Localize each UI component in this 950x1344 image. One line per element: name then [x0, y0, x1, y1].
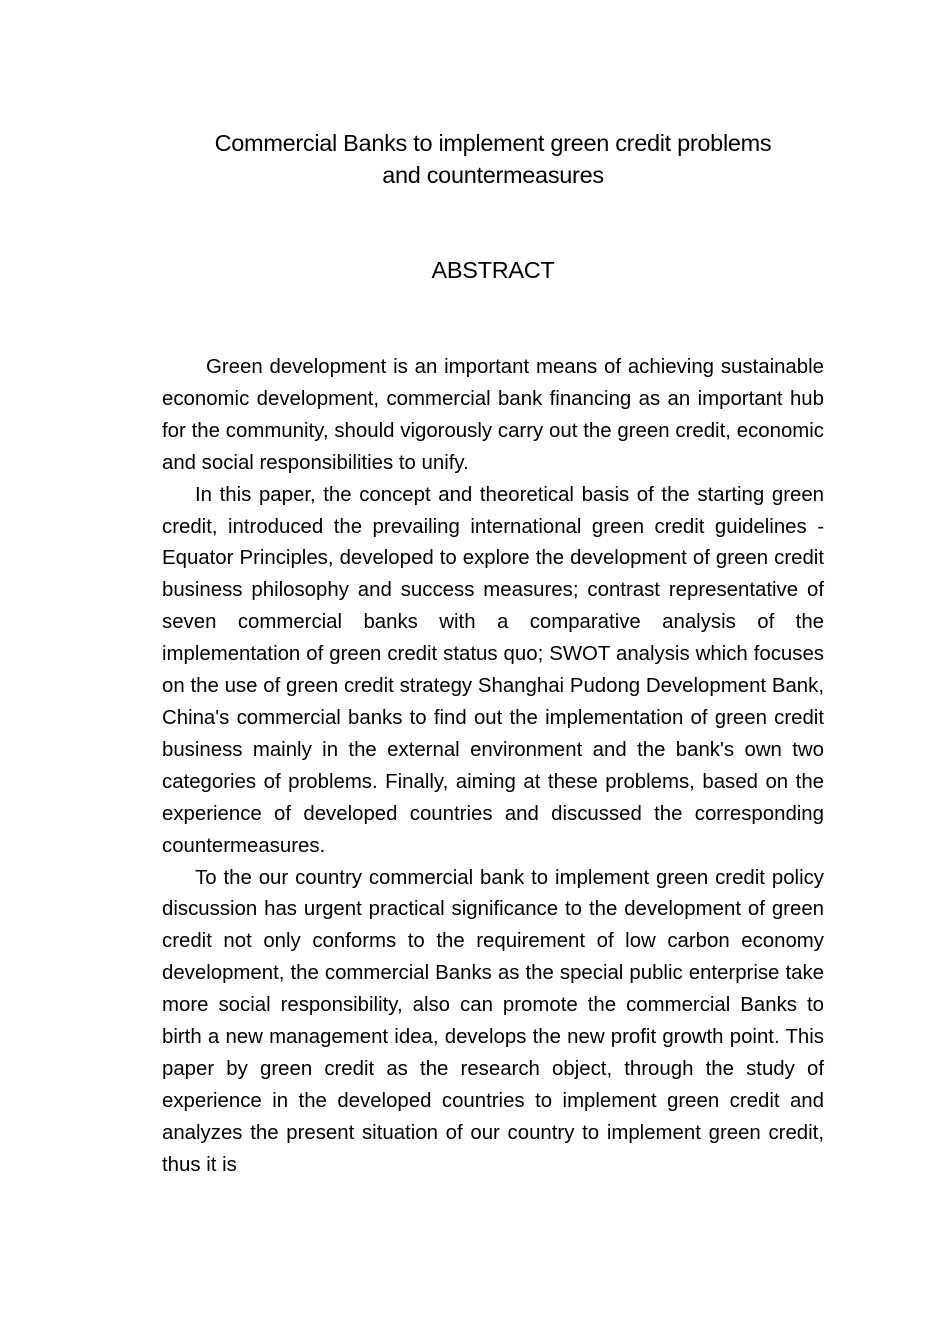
abstract-body: [162, 352, 824, 1182]
title-line-2: and countermeasures: [382, 162, 604, 188]
document-title: [100, 127, 886, 191]
title-line-1: Commercial Banks to implement green credit problems: [214, 130, 772, 156]
abstract-paragraph-1: Green development is an important means of achieving sustainable economic development, commercial bank financing as an important hub for the community, should vigorously carry out the green credit, economic and social responsibilities to unify.: [162, 356, 824, 474]
abstract-heading: ABSTRACT: [431, 257, 555, 283]
abstract-paragraph-2: In this paper, the concept and theoretical basis of the starting green credit, introduced the prevailing international green credit guidelines - Equator Principles, developed to explore the development of green credit business philosophy and success measures; contrast representative of seven commercial banks with a comparative analysis of the implementation of green credit status quo; SWOT analysis which focuses on the use of green credit strategy Shanghai Pudong Development Bank, China's commercial banks to find out the implementation of green credit business mainly in the external environment and the bank's own two categories of problems. Finally, aiming at these problems, based on the experience of developed countries and discussed the corresponding countermeasures.: [162, 483, 824, 857]
abstract-paragraph-3: To the our country commercial bank to implement green credit policy discussion has urgent practical significance to the development of green credit not only conforms to the requirement of low carbon economy development, the commercial Banks as the special public enterprise take more social responsibility, also can promote the commercial Banks to birth a new management idea, develops the new profit growth point. This paper by green credit as the research object, through the study of experience in the developed countries to implement green credit and analyzes the present situation of our country to implement green credit, thus it is: [162, 866, 824, 1176]
